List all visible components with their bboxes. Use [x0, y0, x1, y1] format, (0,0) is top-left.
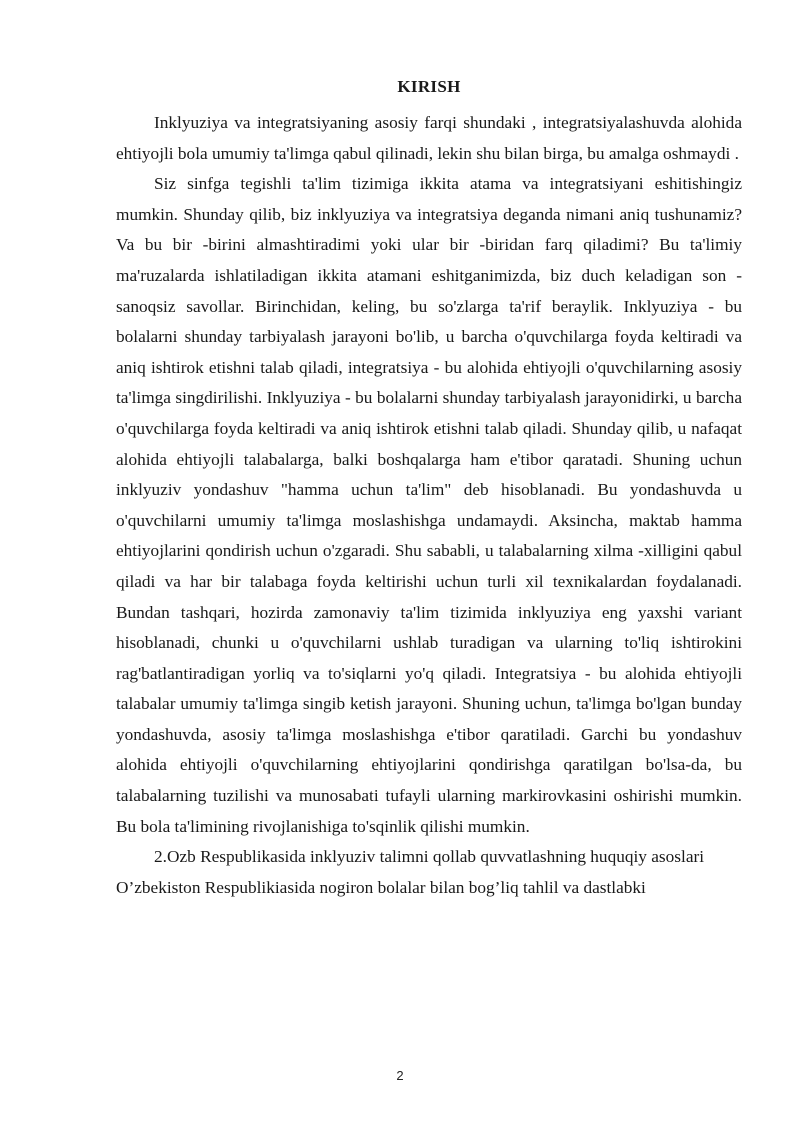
page-number: 2 [396, 1068, 404, 1083]
paragraph-intro: Inklyuziya va integratsiyaning asosiy farqi shundaki , integratsiyalashuvda alohida ehtiyojli bola umumiy ta'limga qabul qilinadi, lekin shu bilan birga, bu amalga oshmaydi . [116, 113, 742, 163]
document-body [116, 108, 742, 903]
paragraph-main: Siz sinfga tegishli ta'lim tizimiga ikkita atama va integratsiyani eshitishingiz mumkin. Shunday qilib, biz inklyuziya va integratsiya deganda nimani aniq tushunamiz? Va bu bir -birini almashtiradimi yoki ular bir -biridan farq qiladimi? Bu ta'limiy ma'ruzalarda ishlatiladigan ikkita atamani eshitganimizda, biz duch keladigan son -sanoqsiz savollar. Birinchidan, keling, bu so'zlarga ta'rif beraylik. Inklyuziya - bu bolalarni shunday tarbiyalash jarayoni bo'lib, u barcha o'quvchilarga foyda keltiradi va aniq ishtirok etishni talab qiladi, integratsiya - bu alohida ehtiyojli o'quvchilarning asosiy ta'limga singdirilishi. Inklyuziya - bu bolalarni shunday tarbiyalash jarayonidirki, u barcha o'quvchilarga foyda keltiradi va aniq ishtirok etishni talab qiladi. Shunday qilib, u nafaqat alohida ehtiyojli talabalarga, balki boshqalarga ham e'tibor qaratadi. Shuning uchun inklyuziv yondashuv "hamma uchun ta'lim" deb hisoblanadi. Bu yondashuvda u o'quvchilarni umumiy ta'limga moslashishga undamaydi. Aksincha, maktab hamma ehtiyojlarini qondirish uchun o'zgaradi. Shu sababli, u talabalarning xilma -xilligini qabul qiladi va har bir talabaga foyda keltirishi uchun turli xil texnikalardan foydalanadi. Bundan tashqari, hozirda zamonaviy ta'lim tizimida inklyuziya eng yaxshi variant hisoblanadi, chunki u o'quvchilarni ushlab turadigan va ularning to'liq ishtirokini rag'batlantiradigan yorliq va to'siqlarni yo'q qiladi. Integratsiya - bu alohida ehtiyojli talabalar umumiy ta'limga singib ketish jarayoni. Shuning uchun, ta'limga bo'lgan bunday yondashuvda, asosiy ta'limga moslashishga e'tibor qaratiladi. Garchi bu yondashuv alohida ehtiyojli o'quvchilarning ehtiyojlarini qondirishga qaratilgan bo'lsa-da, bu talabalarning tuzilishi va munosabati tufayli ularning markirovkasini oshirishi mumkin. Bu bola ta'limining rivojlanishiga to'sqinlik qilishi mumkin. [116, 174, 742, 836]
paragraph-continuation: O’zbekiston Respublikiasida nogiron bolalar bilan bog’liq tahlil va dastlabki [116, 877, 646, 897]
section-title: KIRISH [397, 77, 461, 96]
section-heading-legal-basis: 2.Ozb Respublikasida inklyuziv talimni qollab quvvatlashning huquqiy asoslari [154, 847, 705, 867]
